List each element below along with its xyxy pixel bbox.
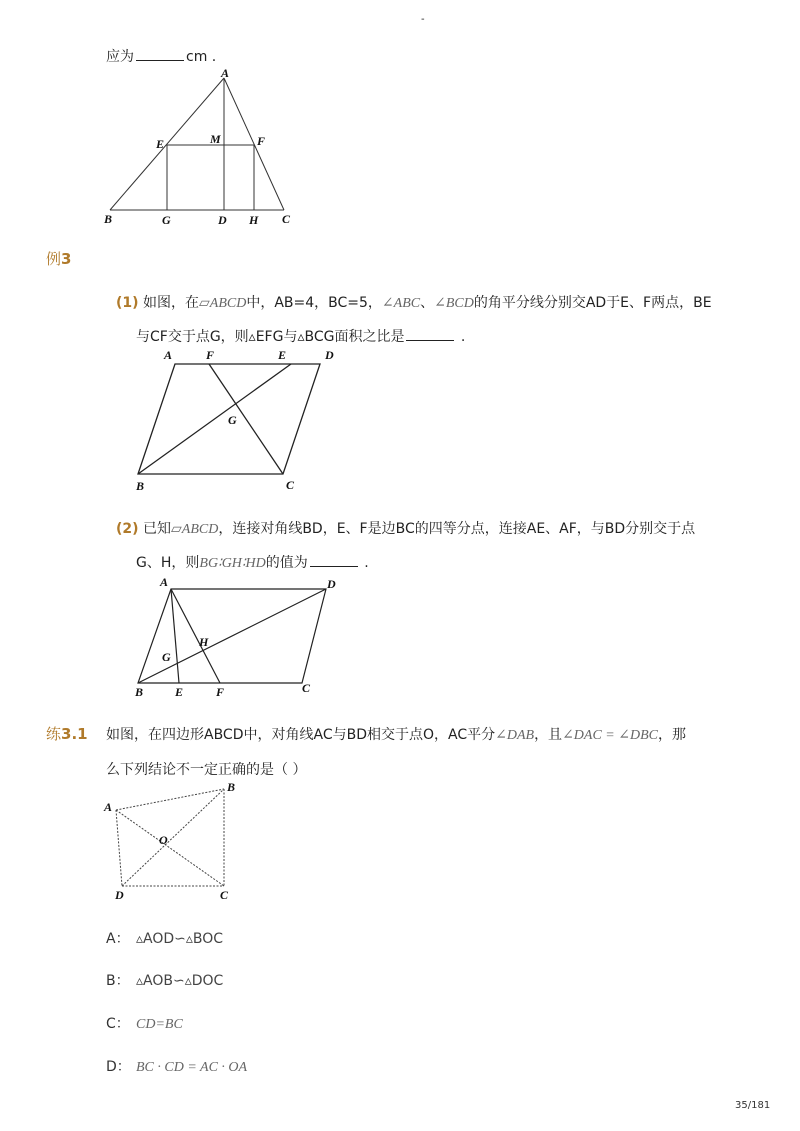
edge-ab — [116, 789, 224, 810]
label-m: M — [210, 132, 221, 146]
q2-number: (2) — [116, 521, 139, 537]
option-d[interactable]: D： BC · CD = AC · OA — [106, 1059, 248, 1075]
segment-cf — [209, 364, 283, 474]
label-a: A — [160, 575, 169, 589]
label-b: B — [104, 212, 113, 226]
header-mark: - — [421, 14, 425, 25]
label-g: G — [228, 413, 237, 427]
label-o: O — [159, 833, 168, 847]
option-a[interactable]: A： ▵AOD∽▵BOC — [106, 931, 224, 947]
q1-blank — [406, 328, 454, 341]
label-c: C — [286, 478, 295, 492]
example-3-label: 例3 — [46, 250, 72, 268]
page-number: 35/181 — [735, 1100, 771, 1111]
label-h: H — [249, 213, 259, 227]
label-f: F — [206, 348, 215, 362]
answer-blank — [136, 48, 184, 61]
label-d: D — [115, 888, 124, 902]
q1-line2: 与CF交于点G，则▵EFG与▵BCG面积之比是 . — [136, 329, 466, 345]
label-d: D — [218, 213, 227, 227]
label-h: H — [199, 635, 209, 649]
intro-text: 应为 — [106, 49, 134, 65]
q1-number: (1) — [116, 295, 139, 311]
diagonal-ac — [116, 810, 224, 886]
intro-unit: cm . — [186, 49, 217, 65]
diagonal-bd — [122, 789, 224, 886]
option-c[interactable]: C： CD=BC — [106, 1016, 183, 1032]
label-e: E — [156, 137, 165, 151]
figure-parallelogram-2 — [130, 574, 350, 699]
label-g: G — [162, 213, 171, 227]
label-d: D — [325, 348, 334, 362]
label-a: A — [104, 800, 113, 814]
label-a: A — [221, 66, 230, 80]
intro-line — [106, 46, 216, 66]
label-f: F — [216, 685, 225, 699]
figure-quadrilateral — [100, 778, 245, 903]
p31-line1: 如图，在四边形ABCD中，对角线AC与BD相交于点O，AC平分∠DAB，且∠DAC = ∠DBC，那 — [106, 727, 686, 743]
segment-be — [138, 364, 291, 474]
p31-line2: 么下列结论不一定正确的是（ ） — [106, 762, 307, 778]
practice-3-1-label: 练3.1 — [46, 725, 88, 743]
q2-line1: (2) 已知▱ABCD，连接对角线BD，E、F是边BC的四等分点，连接AE、AF，与BD分别交于点 — [116, 521, 696, 537]
label-c: C — [302, 681, 311, 695]
label-e: E — [278, 348, 287, 362]
q1-line1: (1) 如图，在▱ABCD中，AB=4，BC=5，∠ABC、∠BCD的角平分线分别交AD于E、F两点，BE — [116, 295, 712, 311]
label-b: B — [135, 685, 144, 699]
figure-triangle — [100, 65, 310, 230]
q2-line2: G、H，则BG∶GH∶HD的值为 . — [136, 555, 369, 571]
edge-ad — [116, 810, 122, 886]
label-a: A — [164, 348, 173, 362]
label-b: B — [136, 479, 145, 493]
label-e: E — [175, 685, 184, 699]
label-c: C — [282, 212, 291, 226]
q2-blank — [310, 554, 358, 567]
label-f: F — [257, 134, 266, 148]
figure-parallelogram-1 — [128, 345, 348, 495]
label-g: G — [162, 650, 171, 664]
label-c: C — [220, 888, 229, 902]
label-d: D — [327, 577, 336, 591]
option-b[interactable]: B： ▵AOB∽▵DOC — [106, 973, 224, 989]
label-b: B — [227, 780, 236, 794]
